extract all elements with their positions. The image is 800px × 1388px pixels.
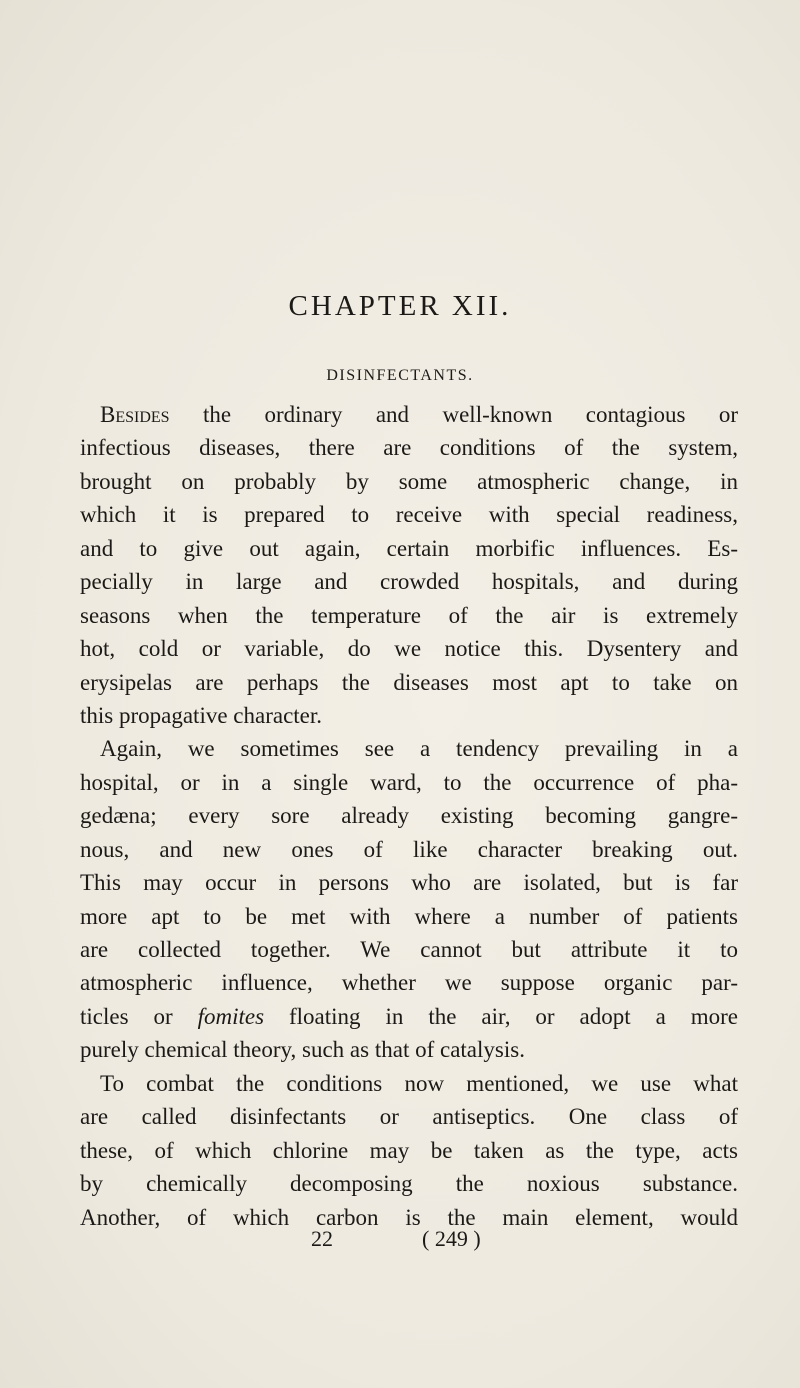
text-line: Another, of which carbon is the main element, would	[80, 1204, 738, 1230]
text-line: gedæna; every sore already existing becoming gangre-	[80, 803, 738, 829]
lead-word: Besides	[100, 402, 170, 427]
text-line: by chemically decomposing the noxious substance.	[80, 1171, 738, 1197]
text-line: ticles or fomites floating in the air, or adopt a more	[80, 1003, 739, 1029]
text-line: are collected together. We cannot but attribute it to	[80, 937, 738, 962]
italic-term: fomites	[197, 1003, 265, 1029]
text-line: hospital, or in a single ward, to the occurrence of pha-	[80, 769, 738, 795]
text-line: pecially in large and crowded hospitals, and during	[80, 569, 738, 595]
section-title: DISINFECTANTS.	[326, 367, 474, 384]
text-line: nous, and new ones of like character breaking out.	[80, 836, 738, 862]
text-line: more apt to be met with where a number of patients	[80, 903, 738, 929]
text-line: This may occur in persons who are isolated, but is far	[80, 870, 738, 896]
chapter-title: CHAPTER XII.	[288, 290, 512, 322]
text-line: and to give out again, certain morbific influences. Es-	[80, 535, 738, 561]
text-line: which it is prepared to receive with special readiness,	[80, 502, 738, 528]
text-line: atmospheric influence, whether we suppose organic par-	[80, 970, 738, 996]
text-line: infectious diseases, there are conditions of the system,	[80, 435, 738, 461]
text-line: erysipelas are perhaps the diseases most apt to take on	[80, 669, 738, 695]
signature-mark: 22	[311, 1226, 333, 1251]
text-line: hot, cold or variable, do we notice this. Dysentery and	[80, 636, 738, 662]
text-line: these, of which chlorine may be taken as the type, acts	[80, 1137, 738, 1163]
page-number: ( 249 )	[422, 1226, 481, 1251]
text-line: brought on probably by some atmospheric change, in	[80, 468, 738, 494]
text-line: are called disinfectants or antiseptics. One class of	[80, 1104, 738, 1130]
text-line: this propagative character.	[80, 702, 323, 728]
text-line: purely chemical theory, such as that of catalysis.	[80, 1037, 525, 1063]
text-line: Besides the ordinary and well-known contagious or	[100, 402, 738, 427]
body-text	[80, 398, 738, 1234]
page-footer	[0, 1222, 800, 1256]
text-line: To combat the conditions now mentioned, we use what	[100, 1070, 738, 1096]
text-line: seasons when the temperature of the air is extremely	[80, 602, 738, 628]
text-line: Again, we sometimes see a tendency prevailing in a	[100, 736, 738, 762]
